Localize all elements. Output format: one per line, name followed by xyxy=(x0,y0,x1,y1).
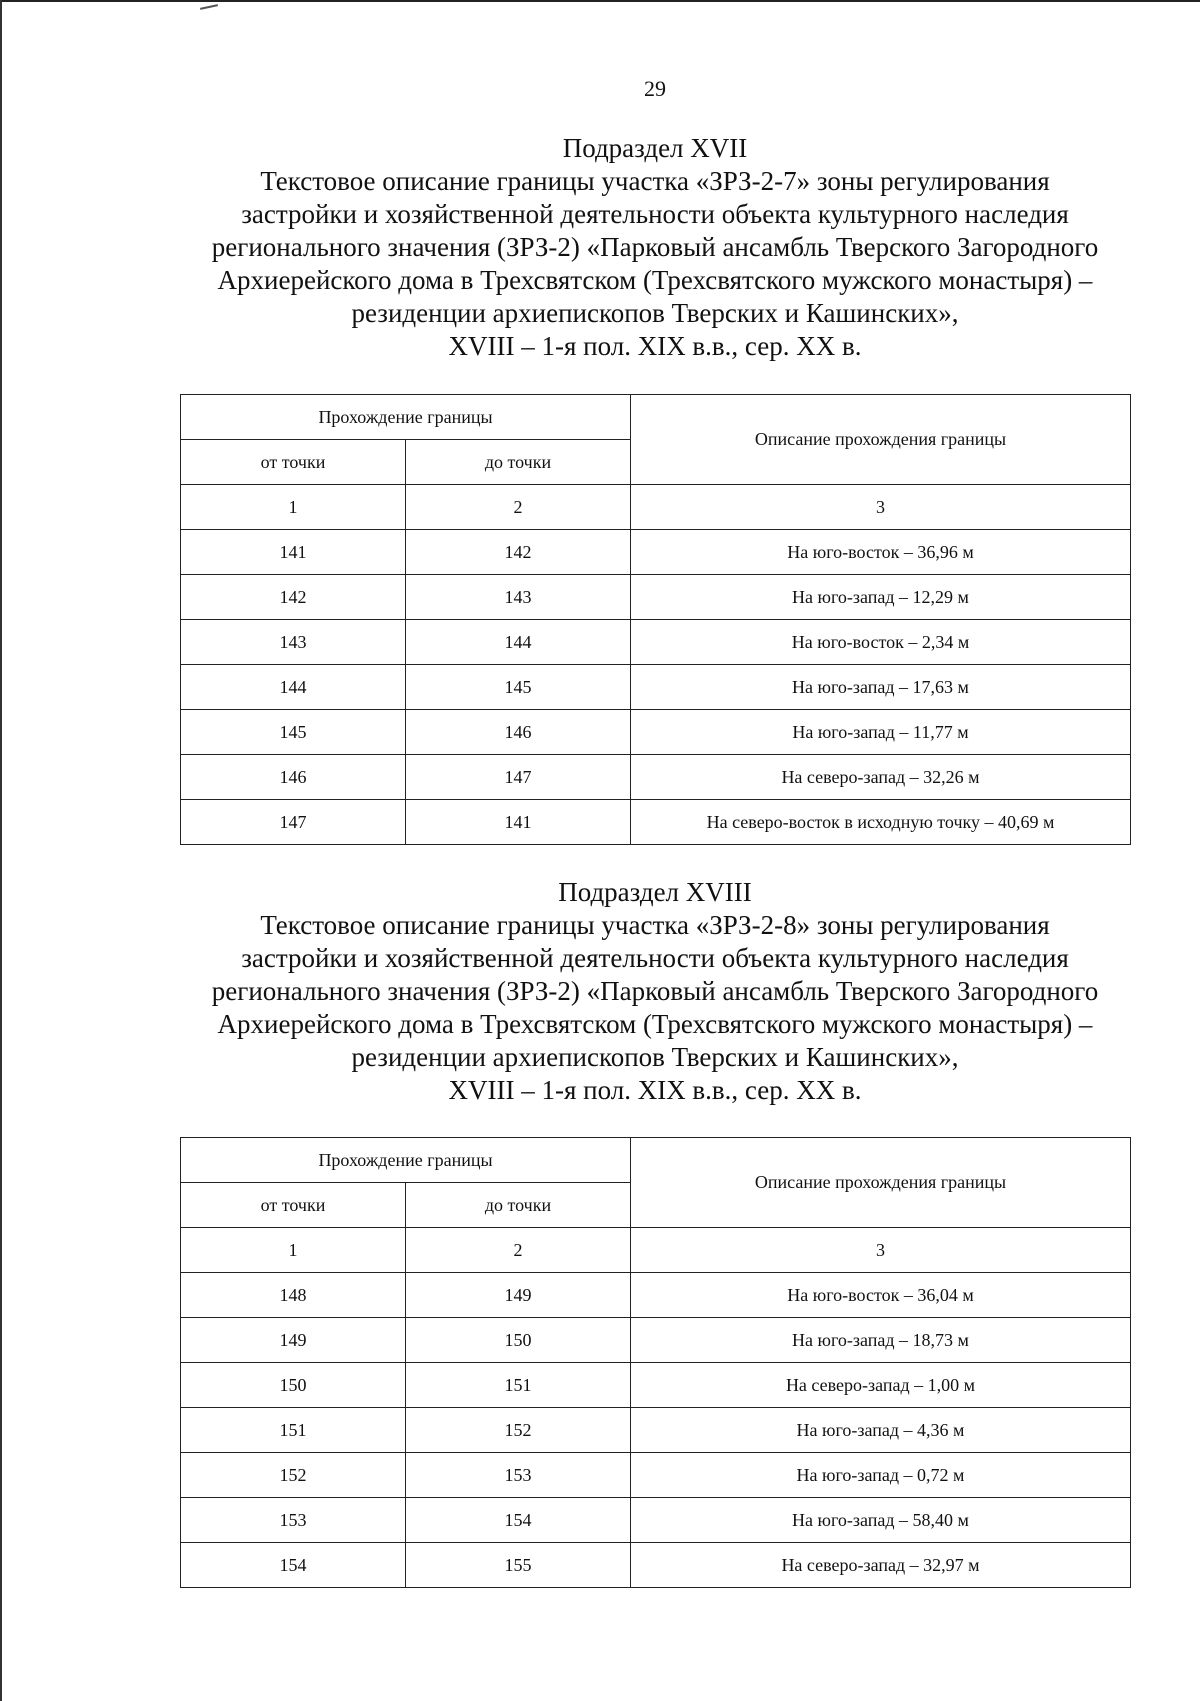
description-cell: На юго-восток – 2,34 м xyxy=(631,620,1131,665)
to-point-cell: 142 xyxy=(406,530,631,575)
section-heading-xviii xyxy=(180,876,1130,1107)
to-point-cell: 141 xyxy=(406,800,631,845)
section-heading-xvii xyxy=(180,132,1130,363)
header-to-cell: до точки xyxy=(406,1183,631,1228)
header-group-cell: Прохождение границы xyxy=(181,395,631,440)
column-number-cell: 1 xyxy=(181,485,406,530)
from-point-cell: 141 xyxy=(181,530,406,575)
from-point-cell: 148 xyxy=(181,1273,406,1318)
table-row xyxy=(181,575,1131,620)
table-row xyxy=(181,1498,1131,1543)
heading-line: застройки и хозяйственной деятельности объекта культурного наследия xyxy=(241,943,1069,973)
table-row xyxy=(181,1453,1131,1498)
header-group-cell: Прохождение границы xyxy=(181,1138,631,1183)
heading-line: регионального значения (ЗРЗ-2) «Парковый ансамбль Тверского Загородного xyxy=(211,976,1099,1006)
description-cell: На юго-запад – 12,29 м xyxy=(631,575,1131,620)
to-point-cell: 147 xyxy=(406,755,631,800)
table-row xyxy=(181,665,1131,710)
to-point-cell: 150 xyxy=(406,1318,631,1363)
from-point-cell: 152 xyxy=(181,1453,406,1498)
scan-edge-left xyxy=(0,0,2,1701)
from-point-cell: 143 xyxy=(181,620,406,665)
table-row xyxy=(181,1408,1131,1453)
to-point-cell: 154 xyxy=(406,1498,631,1543)
from-point-cell: 153 xyxy=(181,1498,406,1543)
to-point-cell: 144 xyxy=(406,620,631,665)
heading-line: Архиерейского дома в Трехсвятском (Трехсвятского мужского монастыря) – xyxy=(217,265,1093,295)
heading-line: XVIII – 1-я пол. XIX в.в., сер. XX в. xyxy=(448,1075,862,1105)
to-point-cell: 152 xyxy=(406,1408,631,1453)
to-point-cell: 145 xyxy=(406,665,631,710)
table-row xyxy=(181,1363,1131,1408)
boundary-table-xviii xyxy=(180,1137,1131,1588)
table-row xyxy=(181,530,1131,575)
subsection-title: Подраздел XVII xyxy=(562,133,748,163)
description-cell: На юго-восток – 36,96 м xyxy=(631,530,1131,575)
subsection-title: Подраздел XVIII xyxy=(558,877,752,907)
description-cell: На юго-запад – 11,77 м xyxy=(631,710,1131,755)
table-row xyxy=(181,1318,1131,1363)
heading-line: застройки и хозяйственной деятельности объекта культурного наследия xyxy=(241,199,1069,229)
header-from-cell: от точки xyxy=(181,1183,406,1228)
scan-mark xyxy=(200,4,218,10)
heading-line: регионального значения (ЗРЗ-2) «Парковый ансамбль Тверского Загородного xyxy=(211,232,1099,262)
from-point-cell: 142 xyxy=(181,575,406,620)
column-number-cell: 1 xyxy=(181,1228,406,1273)
from-point-cell: 151 xyxy=(181,1408,406,1453)
to-point-cell: 149 xyxy=(406,1273,631,1318)
scan-edge-top xyxy=(0,0,1200,2)
page-number: 29 xyxy=(644,76,666,101)
header-description-cell: Описание прохождения границы xyxy=(631,1138,1131,1228)
column-number-cell: 3 xyxy=(631,1228,1131,1273)
column-number-cell: 2 xyxy=(406,485,631,530)
header-from-cell: от точки xyxy=(181,440,406,485)
table-row xyxy=(181,1273,1131,1318)
description-cell: На северо-запад – 32,26 м xyxy=(631,755,1131,800)
to-point-cell: 143 xyxy=(406,575,631,620)
to-point-cell: 153 xyxy=(406,1453,631,1498)
description-cell: На юго-запад – 0,72 м xyxy=(631,1453,1131,1498)
table-row xyxy=(181,800,1131,845)
table-row xyxy=(181,620,1131,665)
column-number-cell: 2 xyxy=(406,1228,631,1273)
to-point-cell: 155 xyxy=(406,1543,631,1588)
table-row xyxy=(181,1543,1131,1588)
description-cell: На юго-запад – 4,36 м xyxy=(631,1408,1131,1453)
header-to-cell: до точки xyxy=(406,440,631,485)
to-point-cell: 151 xyxy=(406,1363,631,1408)
description-cell: На юго-запад – 17,63 м xyxy=(631,665,1131,710)
description-cell: На северо-запад – 32,97 м xyxy=(631,1543,1131,1588)
boundary-table-xvii xyxy=(180,394,1131,845)
description-cell: На северо-запад – 1,00 м xyxy=(631,1363,1131,1408)
heading-line: резиденции архиепископов Тверских и Кашинских», xyxy=(351,298,959,328)
description-cell: На юго-запад – 58,40 м xyxy=(631,1498,1131,1543)
from-point-cell: 144 xyxy=(181,665,406,710)
column-number-cell: 3 xyxy=(631,485,1131,530)
description-cell: На северо-восток в исходную точку – 40,69 м xyxy=(631,800,1131,845)
header-description-cell: Описание прохождения границы xyxy=(631,395,1131,485)
heading-line: Текстовое описание границы участка «ЗРЗ-2-7» зоны регулирования xyxy=(260,166,1050,196)
from-point-cell: 145 xyxy=(181,710,406,755)
to-point-cell: 146 xyxy=(406,710,631,755)
description-cell: На юго-запад – 18,73 м xyxy=(631,1318,1131,1363)
heading-line: XVIII – 1-я пол. XIX в.в., сер. XX в. xyxy=(448,331,862,361)
from-point-cell: 154 xyxy=(181,1543,406,1588)
heading-line: Текстовое описание границы участка «ЗРЗ-2-8» зоны регулирования xyxy=(260,910,1050,940)
heading-line: резиденции архиепископов Тверских и Кашинских», xyxy=(351,1042,959,1072)
table-row xyxy=(181,755,1131,800)
from-point-cell: 150 xyxy=(181,1363,406,1408)
from-point-cell: 149 xyxy=(181,1318,406,1363)
description-cell: На юго-восток – 36,04 м xyxy=(631,1273,1131,1318)
from-point-cell: 146 xyxy=(181,755,406,800)
table-row xyxy=(181,710,1131,755)
from-point-cell: 147 xyxy=(181,800,406,845)
heading-line: Архиерейского дома в Трехсвятском (Трехсвятского мужского монастыря) – xyxy=(217,1009,1093,1039)
